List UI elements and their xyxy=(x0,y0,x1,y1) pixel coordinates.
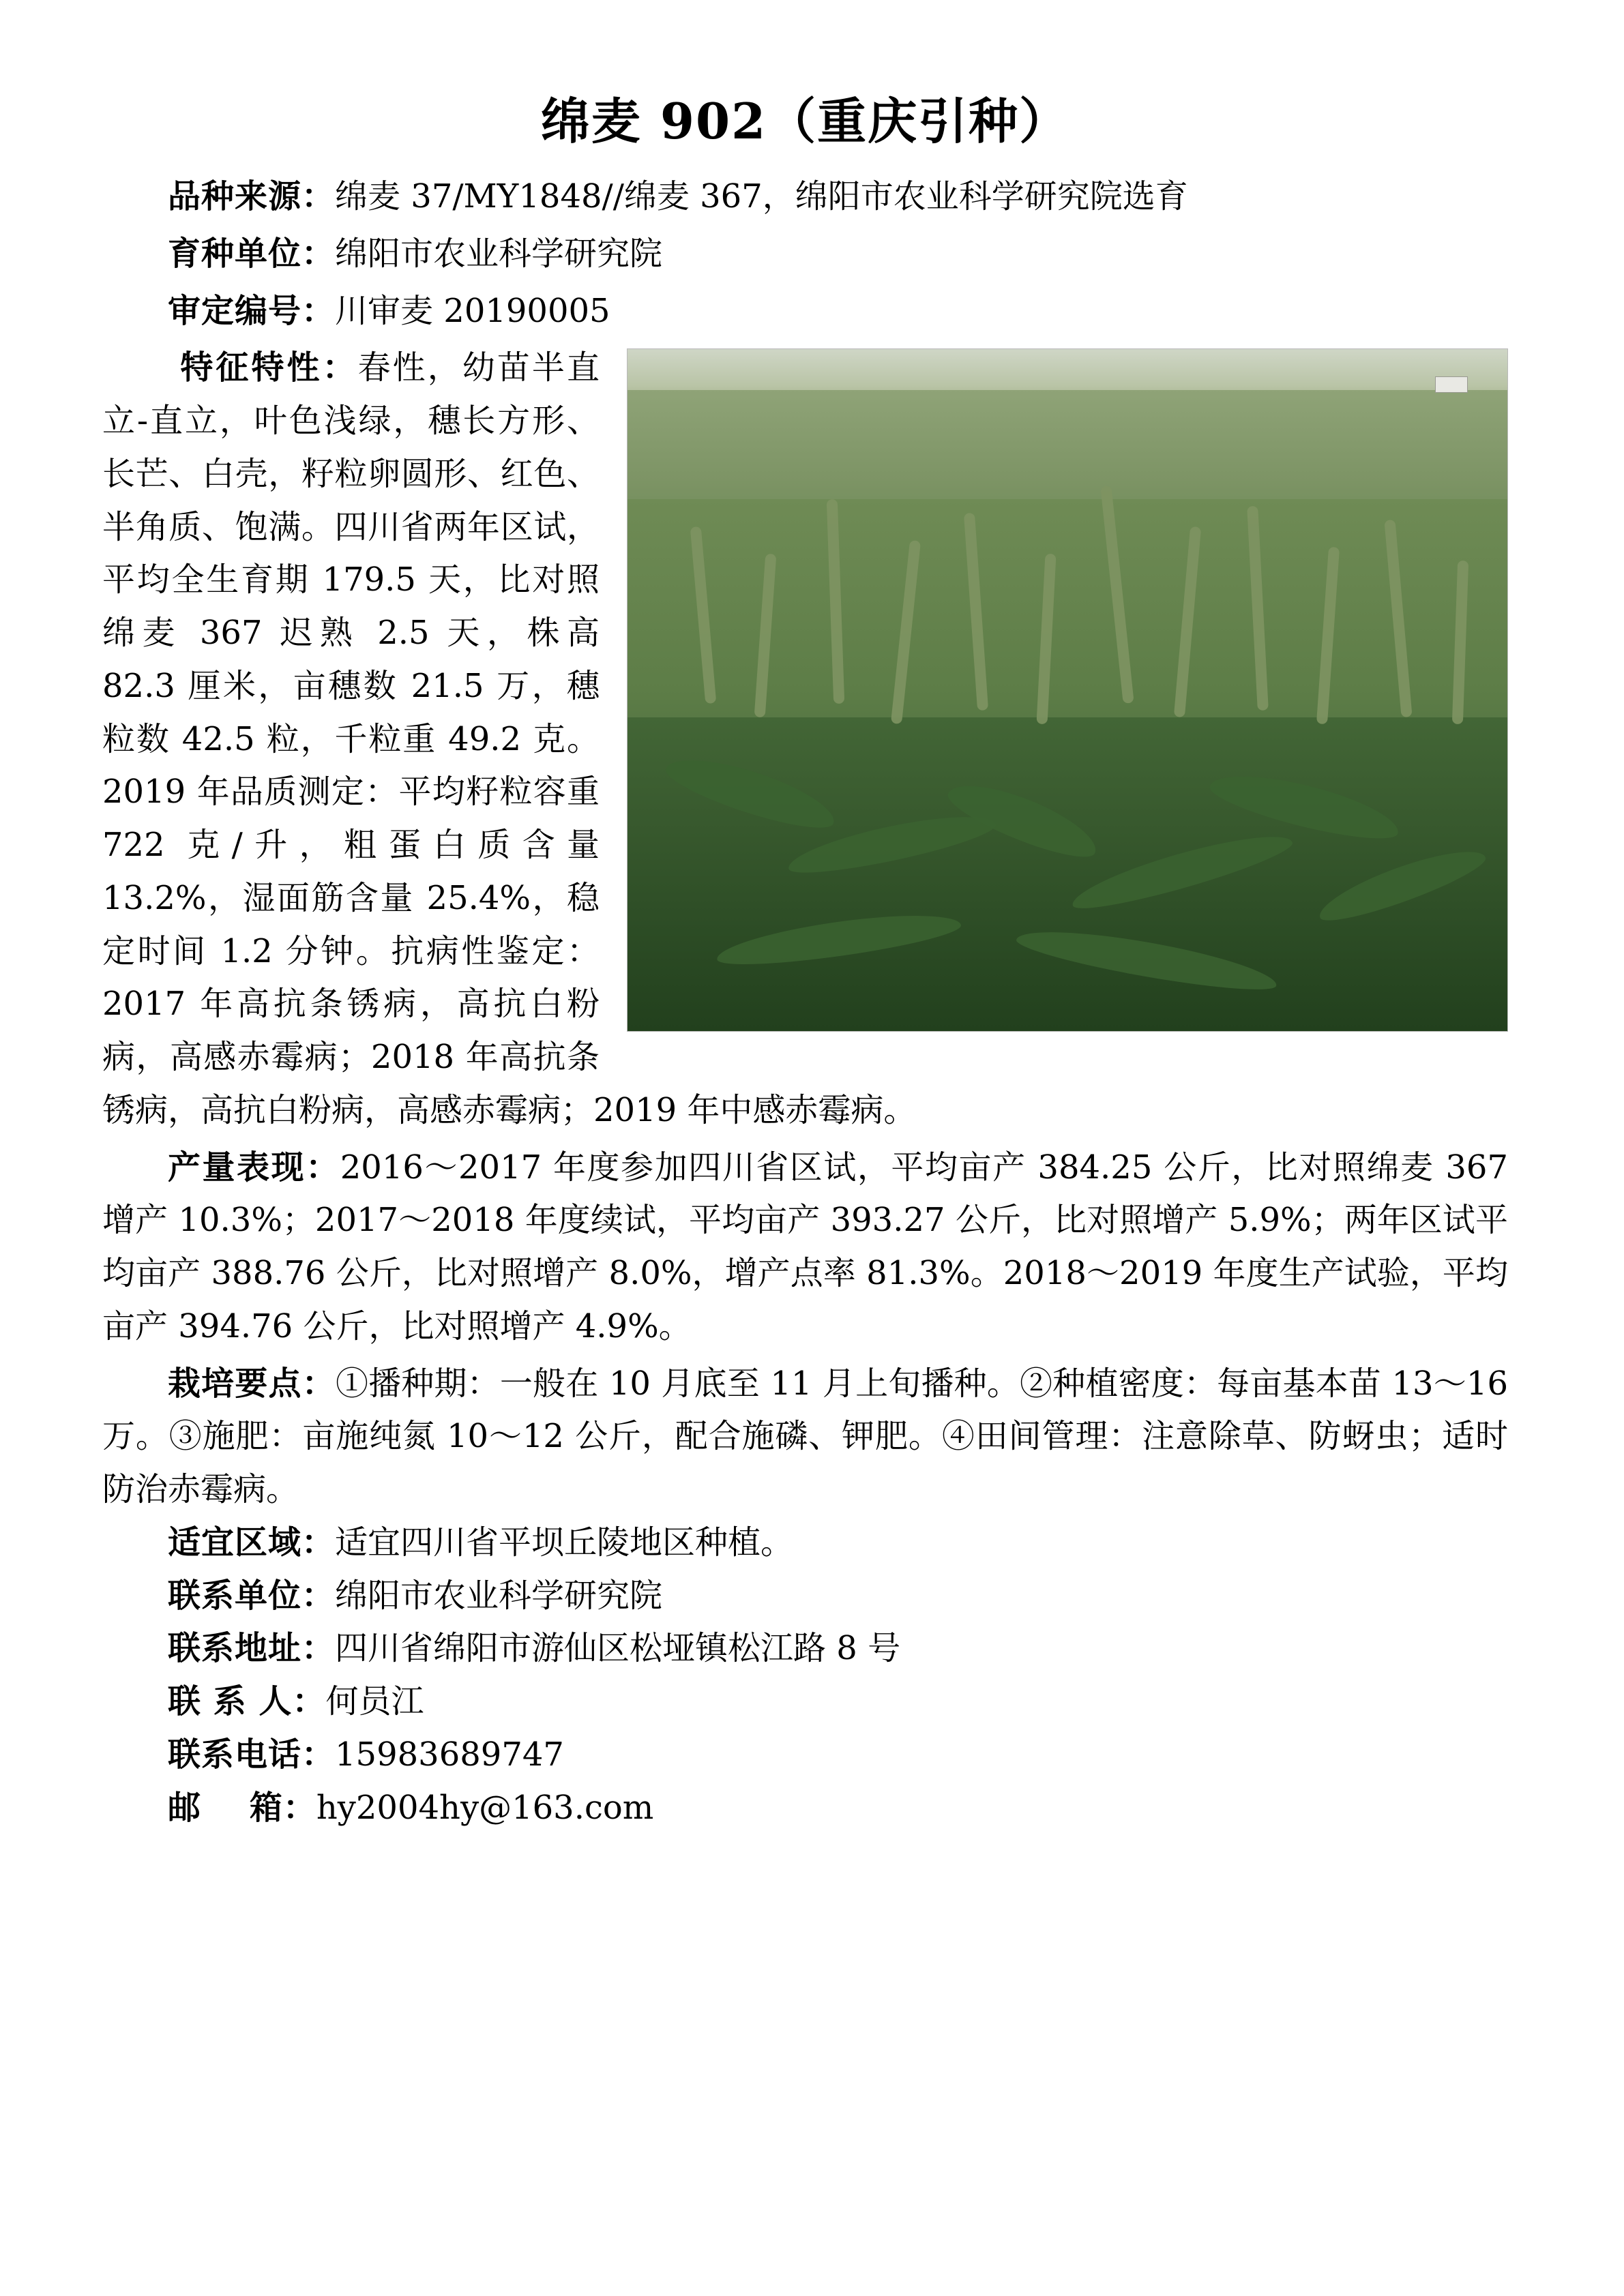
characteristics-label: 特征特性： xyxy=(180,348,358,387)
field-label: 联系地址： xyxy=(168,1629,336,1668)
photo-near-field xyxy=(628,717,1507,1031)
field-value: 何员江 xyxy=(325,1682,424,1720)
field-contact-address xyxy=(102,1622,1508,1675)
field-value: 绵麦 37/MY1848//绵麦 367，绵阳市农业科学研究院选育 xyxy=(335,177,1188,215)
field-label: 联系单位： xyxy=(168,1576,336,1615)
cultivation-text: ①播种期：一般在 10 月底至 11 月上旬播种。②种植密度：每亩基本苗 13～16 万。③施肥：亩施纯氮 10～12 公斤，配合施磷、钾肥。④田间管理：注意除草、防蚜虫；适时防治赤霉病。 xyxy=(102,1364,1508,1508)
field-label: 育种单位： xyxy=(168,234,336,273)
field-value: 15983689747 xyxy=(335,1735,564,1774)
field-label: 适宜区域： xyxy=(168,1523,336,1562)
characteristics-text: 春性，幼苗半直立-直立，叶色浅绿，穗长方形、长芒、白壳，籽粒卵圆形、红色、半角质、饱满。四川省两年区试，平均全生育期 179.5 天，比对照绵麦 367 迟熟 2.5 天，株高 82.3 厘米，亩穗数 21.5 万，穗粒数 42.5 粒，千粒重 49.2 克。2019 年品质测定：平均籽粒容重 722 克/升，粗蛋白质含量 13.2%，湿面筋含量 25.4%，稳定时间 1.2 分钟。抗病性鉴定：2017 年高抗条锈病，高抗白粉病，高感赤霉病；2018 年高抗条锈病，高抗白粉病，高感赤霉病；2019 年中感赤霉病。 xyxy=(102,348,917,1129)
field-value: hy2004hy@163.com xyxy=(316,1788,654,1827)
characteristics-section xyxy=(102,342,1508,1137)
field-suitable-region xyxy=(102,1517,1508,1570)
photo-marker-tag xyxy=(1435,376,1468,393)
page-title: 绵麦 902（重庆引种） xyxy=(540,92,1070,150)
cultivation-label: 栽培要点： xyxy=(168,1364,336,1403)
field-value: 四川省绵阳市游仙区松垭镇松江路 8 号 xyxy=(335,1629,901,1668)
field-approval-number xyxy=(102,285,1508,338)
field-label: 联系电话： xyxy=(168,1735,336,1774)
field-contact-phone xyxy=(102,1729,1508,1782)
yield-label: 产量表现： xyxy=(168,1148,340,1187)
field-contact-unit xyxy=(102,1570,1508,1623)
field-variety-source xyxy=(102,170,1508,224)
field-contact-person xyxy=(102,1675,1508,1729)
yield-section xyxy=(102,1142,1508,1354)
field-value: 绵阳市农业科学研究院 xyxy=(335,1576,663,1615)
wheat-field-photo xyxy=(627,348,1508,1032)
field-contact-email xyxy=(102,1782,1508,1835)
field-value: 绵阳市农业科学研究院 xyxy=(335,234,663,273)
field-label: 品种来源： xyxy=(168,177,336,215)
field-label: 审定编号： xyxy=(168,291,336,330)
yield-text: 2016～2017 年度参加四川省区试，平均亩产 384.25 公斤，比对照绵麦 367 增产 10.3%；2017～2018 年度续试，平均亩产 393.27 公斤，比对照增产 5.9%；两年区试平均亩产 388.76 公斤，比对照增产 8.0%，增产点率 81.3%。2018～2019 年度生产试验，平均亩产 394.76 公斤，比对照增产 4.9%。 xyxy=(102,1148,1508,1345)
cultivation-section xyxy=(102,1358,1508,1517)
field-label: 联 系 人： xyxy=(168,1682,326,1720)
field-value: 适宜四川省平坝丘陵地区种植。 xyxy=(335,1523,794,1562)
field-breeding-unit xyxy=(102,228,1508,281)
field-label: 邮 箱： xyxy=(168,1788,316,1827)
field-value: 川审麦 20190005 xyxy=(335,291,610,330)
